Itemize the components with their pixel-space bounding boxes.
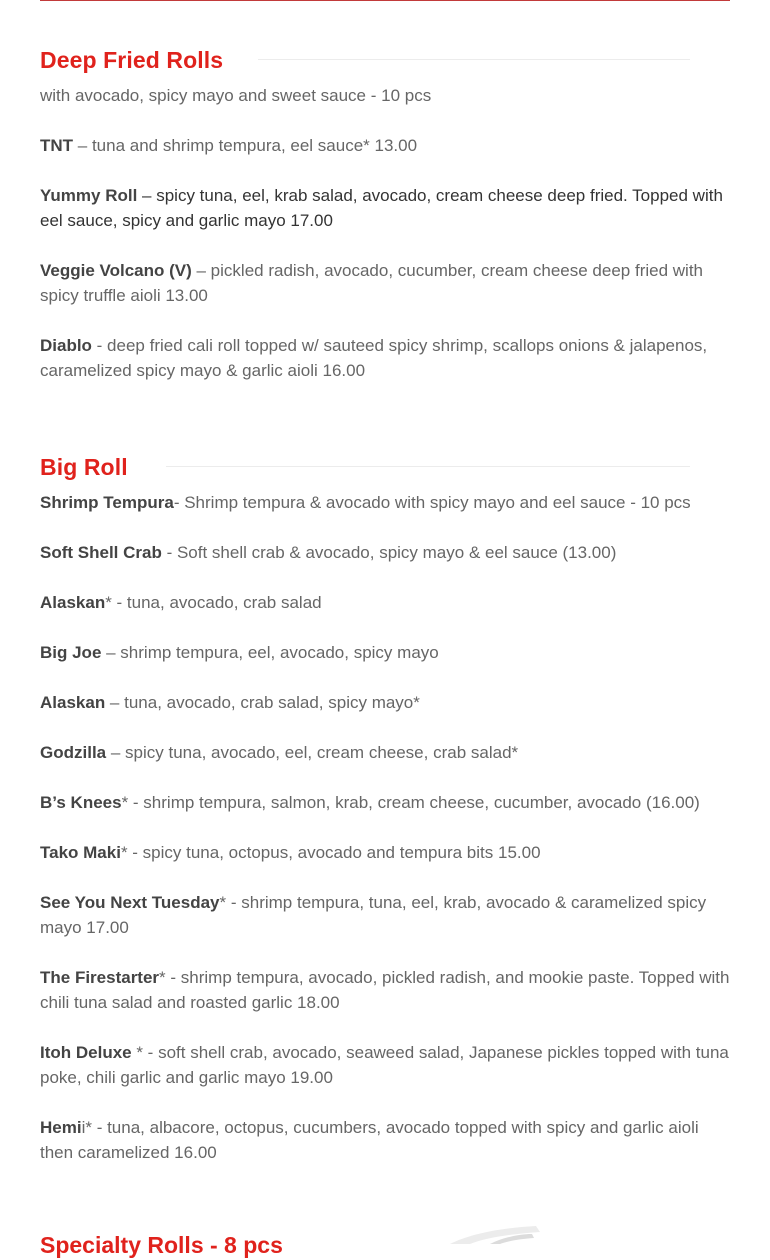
- item-description: – shrimp tempura, eel, avocado, spicy mayo: [101, 643, 439, 662]
- section-title-specialty-rolls: Specialty Rolls - 8 pcs: [40, 1232, 283, 1258]
- menu-item-alaskan: [40, 590, 730, 615]
- item-description: – tuna, avocado, crab salad, spicy mayo*: [105, 693, 420, 712]
- menu-item-the-firestarter: [40, 965, 730, 1015]
- section-title-big-roll: Big Roll: [40, 454, 128, 480]
- item-name: Big Joe: [40, 643, 102, 662]
- item-description: * - spicy tuna, octopus, avocado and tempura bits 15.00: [120, 843, 541, 862]
- item-name: Diablo: [40, 336, 92, 355]
- section-heading-row: [40, 452, 730, 482]
- item-name: TNT: [40, 136, 74, 155]
- item-description: * - soft shell crab, avocado, seaweed salad, Japanese pickles topped with tuna poke, chili garlic and garlic mayo 19.00: [40, 1043, 729, 1087]
- item-description: * - shrimp tempura, tuna, eel, krab, avocado & caramelized spicy mayo 17.00: [40, 893, 707, 937]
- menu-item-yummy-roll: [40, 183, 730, 233]
- menu-item-tnt: [40, 133, 730, 158]
- item-name: Hemi: [40, 1118, 82, 1137]
- heading-divider: [166, 466, 690, 467]
- item-name: See You Next Tuesday: [40, 893, 220, 912]
- menu-item-soft-shell-crab: [40, 540, 730, 565]
- section-subtitle: with avocado, spicy mayo and sweet sauce - 10 pcs: [40, 86, 432, 105]
- decorative-image-edge: [440, 1222, 550, 1244]
- item-name: Yummy Roll: [40, 186, 138, 205]
- item-name: Alaskan: [40, 693, 106, 712]
- item-name: Itoh Deluxe: [40, 1043, 132, 1062]
- item-description: * - tuna, avocado, crab salad: [105, 593, 322, 612]
- item-description: - Shrimp tempura & avocado with spicy mayo and eel sauce - 10 pcs: [173, 493, 691, 512]
- top-divider: [40, 0, 730, 1]
- item-description: * - shrimp tempura, avocado, pickled radish, and mookie paste. Topped with chili tuna salad and roasted garlic 18.00: [40, 968, 730, 1012]
- menu-item-hemi: [40, 1115, 730, 1165]
- item-description: – spicy tuna, avocado, eel, cream cheese, crab salad*: [106, 743, 519, 762]
- item-name: Tako Maki: [40, 843, 121, 862]
- item-name: Soft Shell Crab: [40, 543, 162, 562]
- menu-item-bs-knees: [40, 790, 730, 815]
- heading-divider: [258, 59, 690, 60]
- item-description: – spicy tuna, eel, krab salad, avocado, cream cheese deep fried. Topped with eel sauce, spicy and garlic mayo 17.00: [40, 186, 723, 230]
- item-name: B’s Knees: [40, 793, 122, 812]
- item-name: Shrimp Tempura: [40, 493, 174, 512]
- menu-item-veggie-volcano: [40, 258, 730, 308]
- section-heading-row: [40, 45, 730, 75]
- menu-item-godzilla: [40, 740, 730, 765]
- menu-item-itoh-deluxe: [40, 1040, 730, 1090]
- menu-item-shrimp-tempura: [40, 490, 730, 515]
- item-name: Alaskan: [40, 593, 106, 612]
- menu-item-diablo: [40, 333, 730, 383]
- item-description: – tuna and shrimp tempura, eel sauce* 13.00: [73, 136, 418, 155]
- item-description: * - shrimp tempura, salmon, krab, cream cheese, cucumber, avocado (16.00): [121, 793, 700, 812]
- big-roll-section: [40, 452, 730, 1165]
- menu-item-tako-maki: [40, 840, 730, 865]
- menu-item-alaskan-2: [40, 690, 730, 715]
- item-description: - Soft shell crab & avocado, spicy mayo & eel sauce (13.00): [161, 543, 617, 562]
- item-name: Veggie Volcano (V): [40, 261, 192, 280]
- menu-item-big-joe: [40, 640, 730, 665]
- item-description: – pickled radish, avocado, cucumber, cream cheese deep fried with spicy truffle aioli 13.00: [40, 261, 704, 305]
- deep-fried-section: [40, 45, 730, 383]
- item-name: Godzilla: [40, 743, 107, 762]
- item-name: The Firestarter: [40, 968, 160, 987]
- menu-item-see-you-next-tuesday: [40, 890, 730, 940]
- item-description: - deep fried cali roll topped w/ sauteed spicy shrimp, scallops onions & jalapenos, caramelized spicy mayo & garlic aioli 16.00: [40, 336, 708, 380]
- item-description: i* - tuna, albacore, octopus, cucumbers, avocado topped with spicy and garlic aioli then caramelized 16.00: [40, 1118, 699, 1162]
- section-title-deep-fried: Deep Fried Rolls: [40, 47, 224, 73]
